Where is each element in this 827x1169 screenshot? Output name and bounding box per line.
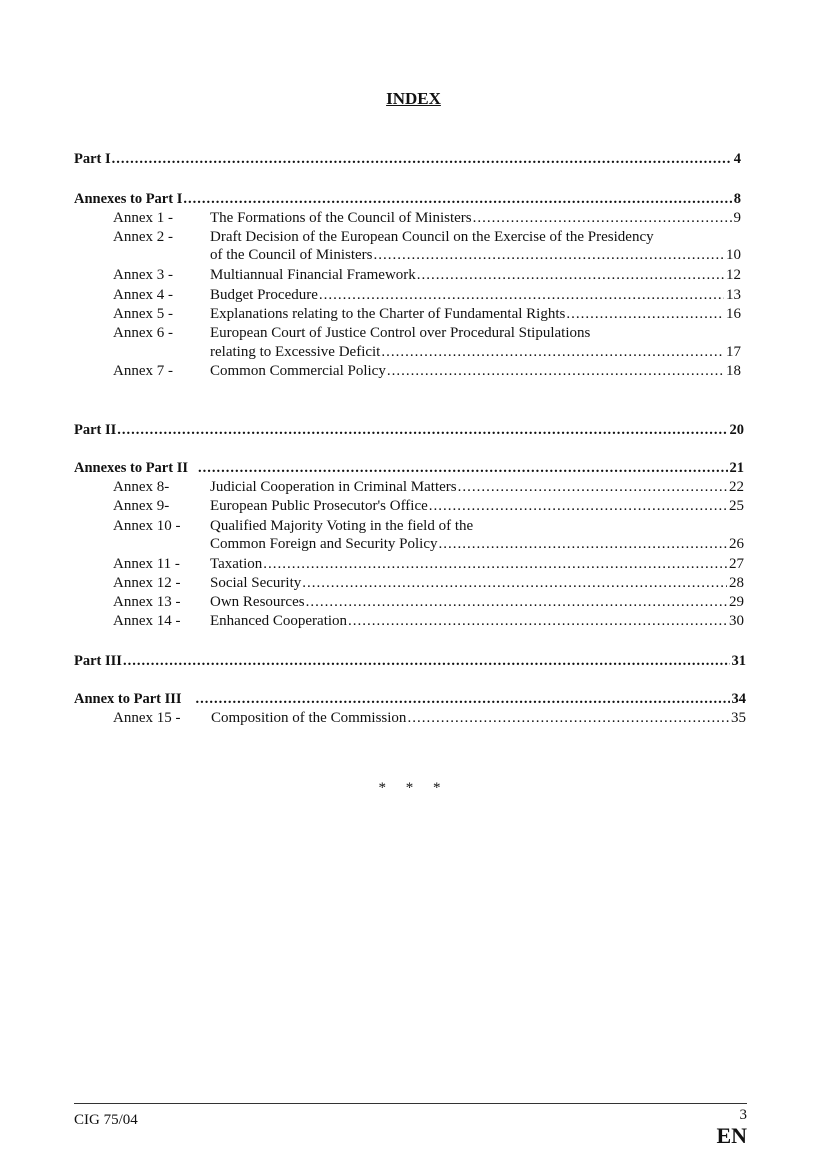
annex-number: Annex 13 - [113,594,181,610]
toc-page-number: 25 [729,498,744,514]
annex-number: Annex 15 - [113,710,181,726]
toc-page-number: 31 [731,653,746,669]
toc-page-number: 27 [729,556,744,572]
toc-entry-part-2 [74,421,744,439]
language-code: EN [716,1123,747,1148]
toc-entry-annex-9 [210,497,744,515]
toc-label: Budget Procedure [210,287,318,303]
toc-entry-annex-15 [211,709,746,727]
toc-label-line-1: European Court of Justice Control over Procedural Stipulations [210,325,591,341]
toc-page-number: 13 [726,287,741,303]
dot-leader [348,612,727,630]
toc-label: Common Foreign and Security Policy [210,536,438,552]
toc-label: Social Security [210,575,302,591]
dot-leader [387,362,724,380]
toc-label: Taxation [210,556,263,572]
annex-number: Annex 2 - [113,229,173,245]
toc-page-number: 8 [733,191,741,207]
toc-label: Enhanced Cooperation [210,613,348,629]
toc-label: Own Resources [210,594,305,610]
toc-page-number: 4 [733,151,741,167]
toc-entry-annex-11 [210,555,744,573]
page-title: INDEX [386,89,441,108]
toc-entry-annex-7 [210,362,741,380]
dot-leader [198,459,728,477]
toc-page-number: 12 [726,267,741,283]
dot-leader [263,555,727,573]
toc-label: relating to Excessive Deficit [210,344,381,360]
toc-entry-annex-4 [210,286,741,304]
toc-page-number: 20 [729,422,744,438]
toc-page-number: 35 [731,710,746,726]
dot-leader [112,150,732,168]
toc-entry-annex-part-3 [74,690,746,708]
dot-leader [373,246,724,264]
annex-number: Annex 12 - [113,575,181,591]
toc-label: Explanations relating to the Charter of Fundamental Rights [210,306,566,322]
dot-leader [381,343,724,361]
toc-entry-annexes-part-2 [74,459,744,477]
dot-leader [407,709,729,727]
toc-label: Annexes to Part I [74,191,183,207]
toc-page-number: 26 [729,536,744,552]
dot-leader [473,209,732,227]
annex-number: Annex 1 - [113,210,173,226]
annex-number: Annex 11 - [113,556,180,572]
toc-label: Judicial Cooperation in Criminal Matters [210,479,457,495]
toc-entry-annex-3 [210,266,741,284]
dot-leader [319,286,724,304]
dot-leader [123,652,730,670]
toc-entry-annex-2 [210,246,741,264]
toc-label: Composition of the Commission [211,710,407,726]
annex-number: Annex 14 - [113,613,181,629]
toc-label: Part II [74,422,117,438]
annex-number: Annex 10 - [113,518,181,534]
toc-page-number: 28 [729,575,744,591]
toc-label: Common Commercial Policy [210,363,386,379]
toc-page-number: 22 [729,479,744,495]
annex-number: Annex 3 - [113,267,173,283]
toc-label: European Public Prosecutor's Office [210,498,428,514]
toc-label: Part III [74,653,122,669]
toc-page-number: 18 [726,363,741,379]
toc-page-number: 9 [733,210,741,226]
dot-leader [429,497,727,515]
annex-number: Annex 5 - [113,306,173,322]
dot-leader [117,421,727,439]
toc-entry-part-3 [74,652,746,670]
page-number: 3 [739,1107,747,1123]
dot-leader [302,574,727,592]
toc-page-number: 17 [726,344,741,360]
dot-leader [196,690,730,708]
toc-entry-annex-5 [210,305,741,323]
dot-leader [566,305,724,323]
annex-number: Annex 8- [113,479,170,495]
toc-entry-part-1 [74,150,741,168]
document-reference: CIG 75/04 [74,1112,138,1128]
annex-number: Annex 7 - [113,363,173,379]
toc-entry-annex-6 [210,343,741,361]
toc-page-number: 21 [729,460,744,476]
annex-number: Annex 4 - [113,287,173,303]
toc-label: Multiannual Financial Framework [210,267,416,283]
toc-label: The Formations of the Council of Ministers [210,210,472,226]
toc-entry-annex-12 [210,574,744,592]
toc-entry-annex-13 [210,593,744,611]
toc-label: Annex to Part III [74,691,182,707]
toc-page-number: 34 [731,691,746,707]
toc-page-number: 29 [729,594,744,610]
toc-page-number: 30 [729,613,744,629]
annex-number: Annex 9- [113,498,170,514]
annex-number: Annex 6 - [113,325,173,341]
toc-entry-annex-10 [210,535,744,553]
toc-label: Annexes to Part II [74,460,188,476]
toc-label: of the Council of Ministers [210,247,373,263]
dot-leader [458,478,727,496]
dot-leader [438,535,727,553]
toc-entry-annex-14 [210,612,744,630]
dot-leader [417,266,724,284]
toc-entry-annex-1 [210,209,741,227]
toc-label-line-1: Draft Decision of the European Council on the Exercise of the Presidency [210,229,654,245]
toc-entry-annexes-part-1 [74,190,741,208]
toc-label-line-1: Qualified Majority Voting in the field of the [210,518,474,534]
toc-page-number: 16 [726,306,741,322]
dot-leader [306,593,727,611]
section-separator: * * * [378,780,449,796]
footer-rule [74,1103,747,1104]
toc-page-number: 10 [726,247,741,263]
dot-leader [183,190,731,208]
toc-entry-annex-8 [210,478,744,496]
toc-label: Part I [74,151,111,167]
